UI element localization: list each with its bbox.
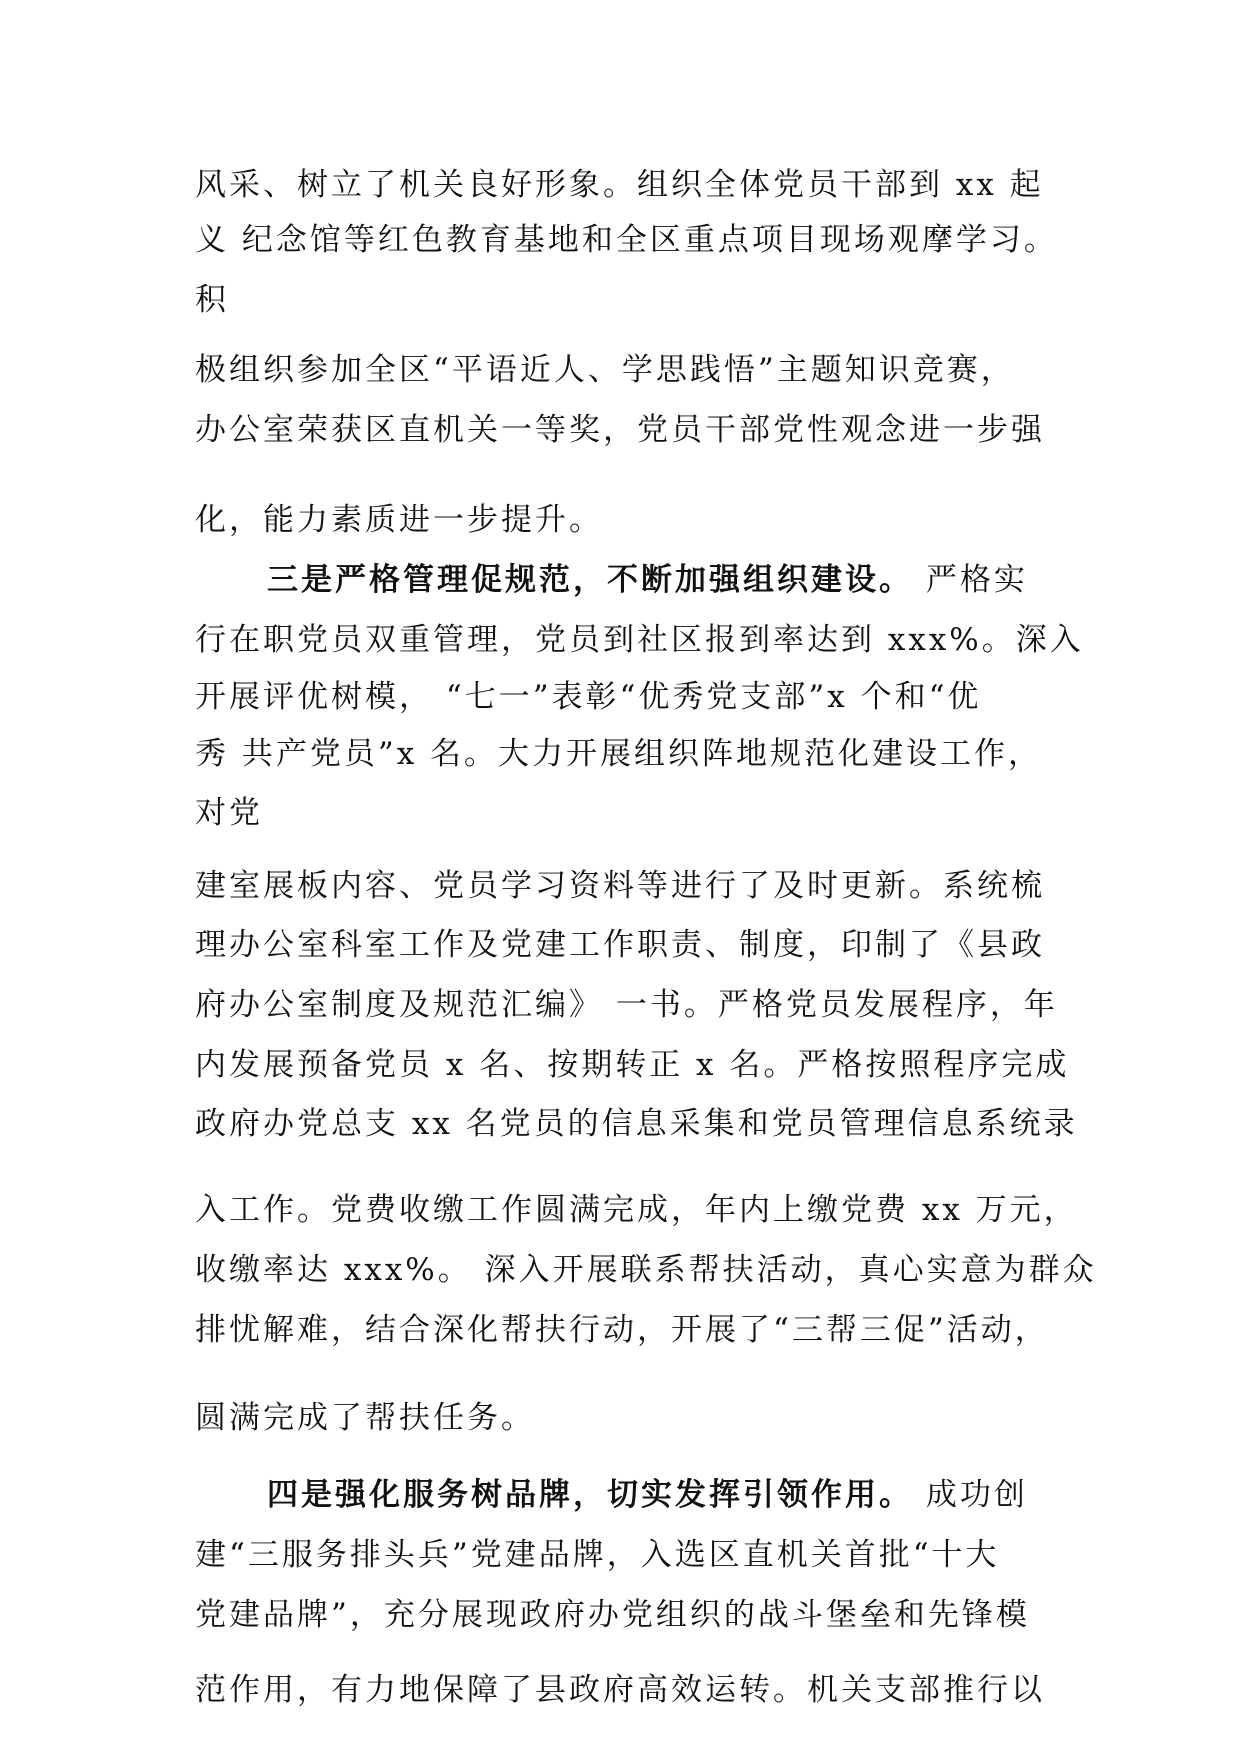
text-line: 行在职党员双重管理，党员到社区报到率达到 xxx%。深入 bbox=[195, 622, 1084, 658]
text-line: 府办公室制度及规范汇编》 一书。严格党员发展程序，年 bbox=[195, 987, 1058, 1023]
text-line: 入工作。党费收缴工作圆满完成，年内上缴党费 xx 万元， bbox=[195, 1192, 1078, 1228]
text-line: 秀 共产党员”x 名。大力开展组织阵地规范化建设工作， bbox=[195, 736, 1043, 772]
text-line: 化，能力素质进一步提升。 bbox=[195, 502, 603, 538]
section-3-heading: 三是严格管理促规范，不断加强组织建设。 bbox=[267, 562, 913, 598]
text-line: 风采、树立了机关良好形象。组织全体党员干部到 xx 起 bbox=[195, 167, 1044, 203]
section-4-lead-text: 成功创 bbox=[913, 1477, 1028, 1513]
text-line: 建室展板内容、党员学习资料等进行了及时更新。系统梳 bbox=[195, 868, 1045, 904]
text-line: 收缴率达 xxx%。 深入开展联系帮扶活动，真心实意为群众 bbox=[195, 1252, 1097, 1288]
text-line: 积 bbox=[195, 282, 229, 318]
text-line: 义 纪念馆等红色教育基地和全区重点项目现场观摩学习。 bbox=[195, 222, 1058, 258]
text-line: 政府办党总支 xx 名党员的信息采集和党员管理信息系统录 bbox=[195, 1106, 1078, 1142]
text-line: 排忧解难，结合深化帮扶行动，开展了“三帮三促”活动， bbox=[195, 1312, 1049, 1348]
text-line: 党建品牌”，充分展现政府办党组织的战斗堡垒和先锋模 bbox=[195, 1597, 1030, 1633]
text-line: 理办公室科室工作及党建工作职责、制度，印制了《县政 bbox=[195, 927, 1045, 963]
text-line: 内发展预备党员 x 名、按期转正 x 名。严格按照程序完成 bbox=[195, 1047, 1070, 1083]
text-line: 圆满完成了帮扶任务。 bbox=[195, 1400, 535, 1436]
section-3-paragraph-start bbox=[267, 560, 1028, 600]
text-line: 对党 bbox=[195, 795, 263, 831]
section-4-paragraph-start bbox=[267, 1475, 1028, 1515]
text-line: 开展评优树模， “七一”表彰“优秀党支部”x 个和“优 bbox=[195, 679, 982, 715]
text-line: 极组织参加全区“平语近人、学思践悟”主题知识竞赛， bbox=[195, 352, 1015, 388]
text-line: 办公室荣获区直机关一等奖，党员干部党性观念进一步强 bbox=[195, 412, 1045, 448]
text-line: 建“三服务排头兵”党建品牌，入选区直机关首批“十大 bbox=[195, 1537, 1000, 1573]
section-3-lead-text: 严格实 bbox=[913, 562, 1028, 598]
text-line: 范作用，有力地保障了县政府高效运转。机关支部推行以 bbox=[195, 1672, 1045, 1708]
section-4-heading: 四是强化服务树品牌，切实发挥引领作用。 bbox=[267, 1477, 913, 1513]
